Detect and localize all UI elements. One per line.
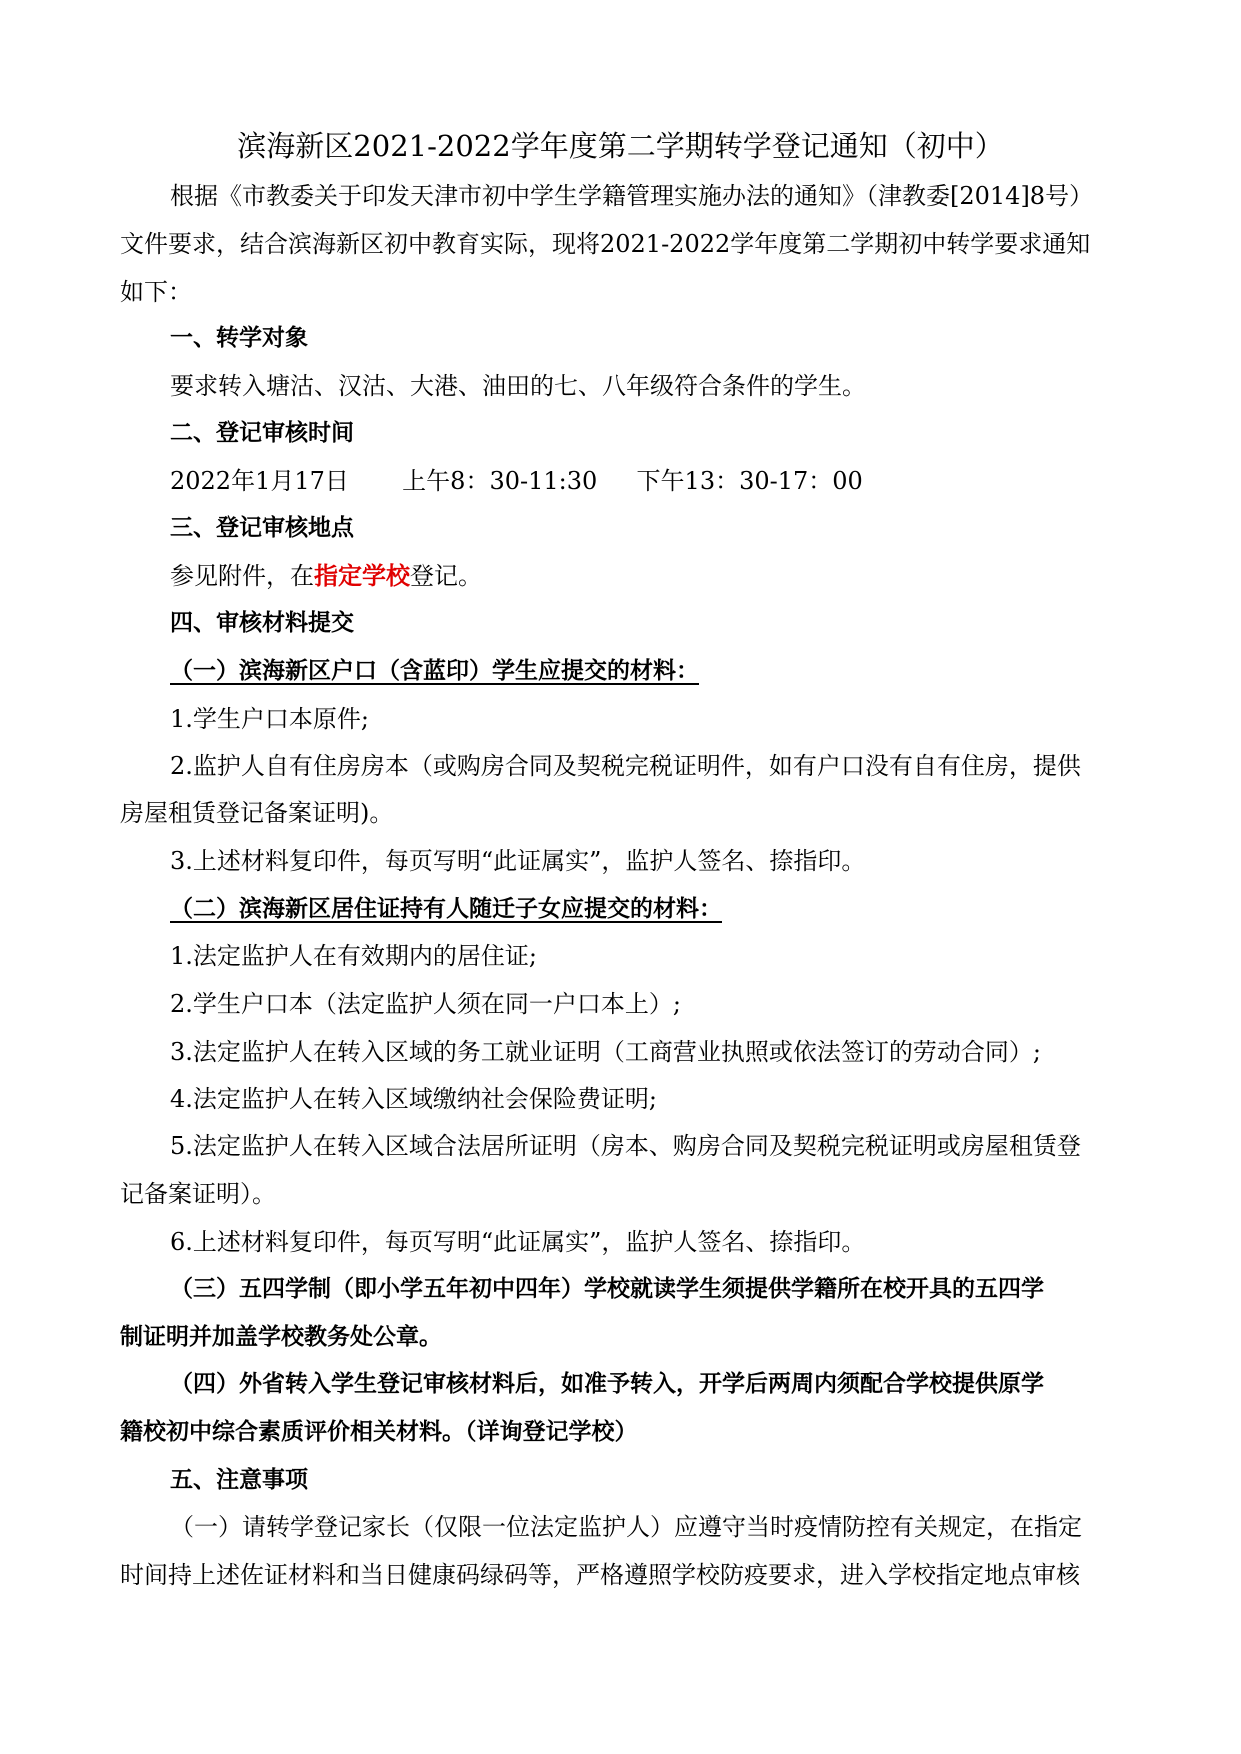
location-line bbox=[170, 560, 1130, 592]
list-item: 6.上述材料复印件，每页写明“此证属实”，监护人签名、捺指印。 bbox=[170, 1228, 866, 1256]
list-item: 3.法定监护人在转入区域的务工就业证明（工商营业执照或依法签订的劳动合同）; bbox=[170, 1038, 1041, 1066]
schedule-date: 2022年1月17日 bbox=[170, 467, 349, 495]
location-text: 参见附件，在 bbox=[170, 562, 314, 590]
list-item: 2.学生户口本（法定监护人须在同一户口本上）; bbox=[170, 990, 681, 1018]
list-item: 1.法定监护人在有效期内的居住证; bbox=[170, 942, 537, 970]
bold-paragraph: 制证明并加盖学校教务处公章。 bbox=[120, 1324, 442, 1350]
page-title: 滨海新区2021-2022学年度第二学期转学登记通知（初中） bbox=[237, 129, 1004, 163]
list-item: 记备案证明）。 bbox=[120, 1180, 276, 1208]
bold-paragraph: （三）五四学制（即小学五年初中四年）学校就读学生须提供学籍所在校开具的五四学 bbox=[170, 1276, 1044, 1302]
schedule-afternoon: 下午13：30-17：00 bbox=[636, 467, 863, 495]
subsection-heading-text: （一）滨海新区户口（含蓝印）学生应提交的材料： bbox=[170, 658, 699, 684]
list-item: 1.学生户口本原件; bbox=[170, 705, 369, 733]
paragraph: （一）请转学登记家长（仅限一位法定监护人）应遵守当时疫情防控有关规定，在指定 bbox=[170, 1513, 1082, 1541]
highlight-designated-school: 指定学校 bbox=[314, 562, 410, 590]
list-item: 3.上述材料复印件，每页写明“此证属实”，监护人签名、捺指印。 bbox=[170, 847, 866, 875]
subsection-heading bbox=[170, 655, 1130, 687]
section-heading: 三、登记审核地点 bbox=[170, 515, 354, 541]
section-heading: 二、登记审核时间 bbox=[170, 420, 354, 446]
list-item: 房屋租赁登记备案证明)。 bbox=[120, 799, 394, 827]
schedule-morning: 上午8：30-11:30 bbox=[402, 467, 598, 495]
subsection-heading-text: （二）滨海新区居住证持有人随迁子女应提交的材料： bbox=[170, 896, 722, 922]
section-heading: 五、注意事项 bbox=[170, 1467, 308, 1493]
location-text: 登记。 bbox=[410, 562, 482, 590]
section-heading: 四、审核材料提交 bbox=[170, 610, 354, 636]
subsection-heading bbox=[170, 893, 1130, 925]
bold-paragraph: 籍校初中综合素质评价相关材料。（详询登记学校） bbox=[120, 1419, 638, 1445]
list-item: 5.法定监护人在转入区域合法居所证明（房本、购房合同及契税完税证明或房屋租赁登 bbox=[170, 1132, 1081, 1160]
paragraph: 要求转入塘沽、汉沽、大港、油田的七、八年级符合条件的学生。 bbox=[170, 372, 866, 400]
schedule-line bbox=[170, 465, 1130, 497]
list-item: 2.监护人自有住房房本（或购房合同及契税完税证明件，如有户口没有自有住房，提供 bbox=[170, 752, 1081, 780]
bold-paragraph: （四）外省转入学生登记审核材料后，如准予转入，开学后两周内须配合学校提供原学 bbox=[170, 1371, 1044, 1397]
list-item: 4.法定监护人在转入区域缴纳社会保险费证明; bbox=[170, 1085, 657, 1113]
section-heading: 一、转学对象 bbox=[170, 325, 308, 351]
intro-line: 文件要求，结合滨海新区初中教育实际，现将2021-2022学年度第二学期初中转学要求通知 bbox=[120, 230, 1091, 258]
paragraph: 时间持上述佐证材料和当日健康码绿码等，严格遵照学校防疫要求，进入学校指定地点审核 bbox=[120, 1561, 1080, 1589]
intro-line: 根据《市教委关于印发天津市初中学生学籍管理实施办法的通知》（津教委[2014]8号） bbox=[170, 182, 1094, 210]
intro-line: 如下： bbox=[120, 278, 192, 306]
